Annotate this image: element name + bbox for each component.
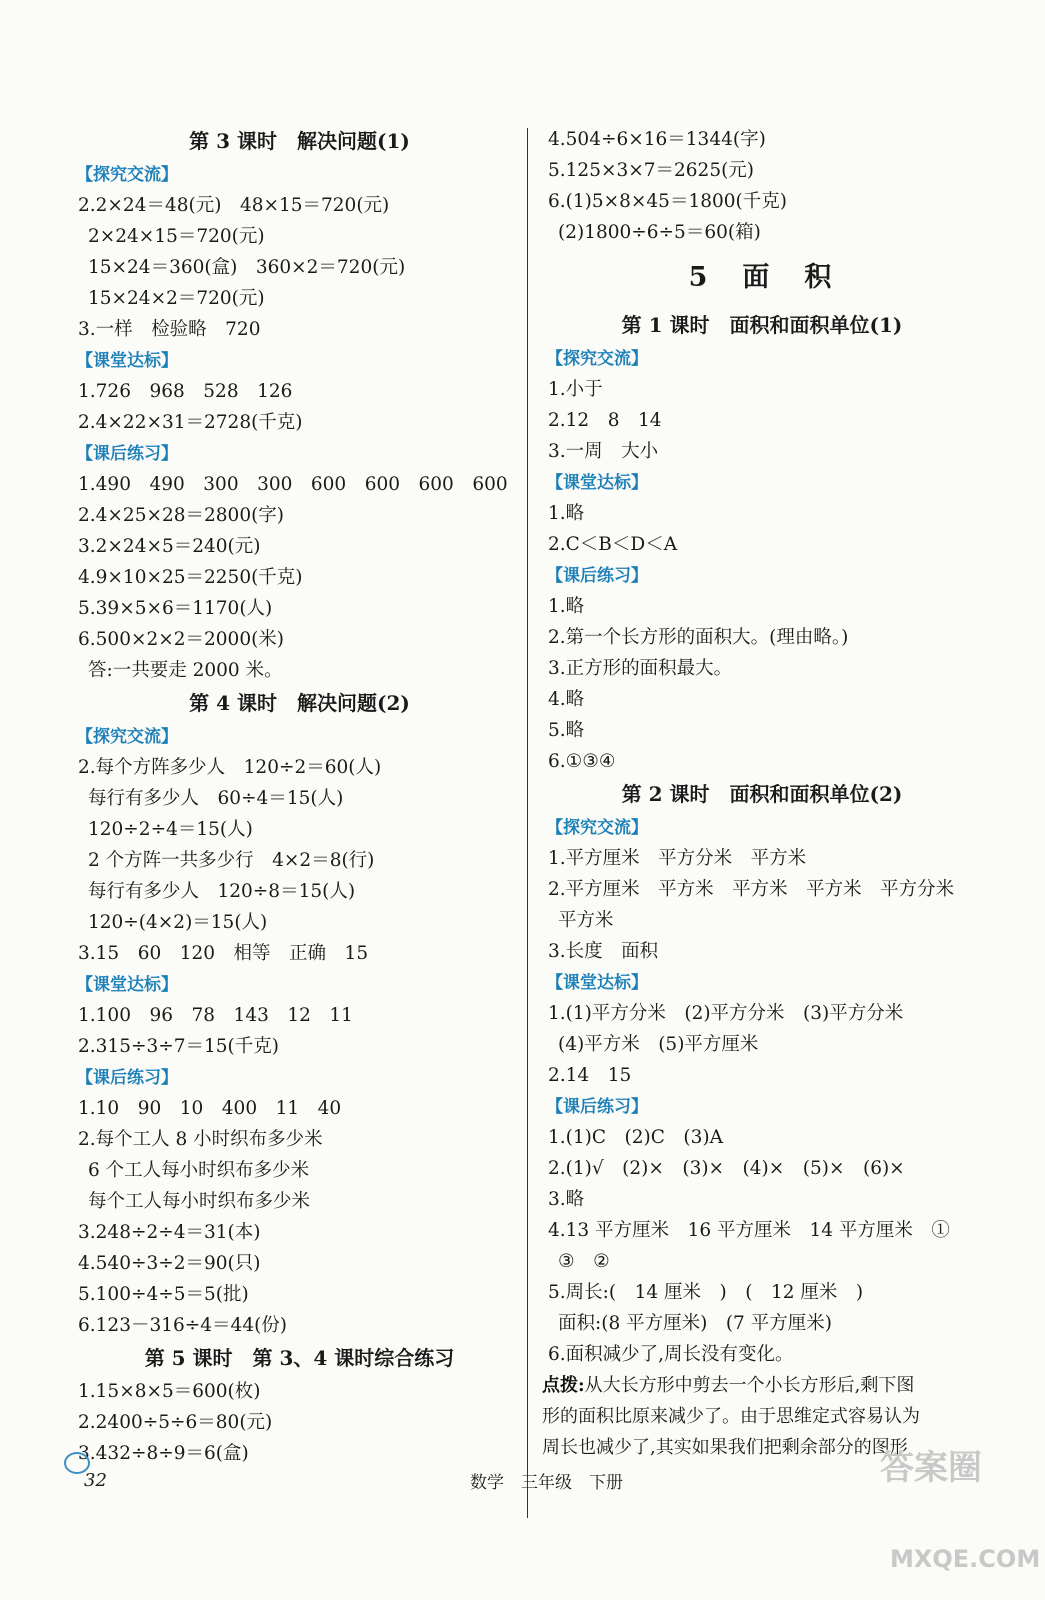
answer-line: 2.平方厘米 平方米 平方米 平方米 平方分米 xyxy=(548,879,955,900)
section-tag: 【探究交流】 xyxy=(76,165,178,185)
section-tag: 【课堂达标】 xyxy=(76,975,178,995)
section-tag-row xyxy=(542,967,982,998)
answer-line: 3.一样 检验略 720 xyxy=(78,319,261,340)
hint-line xyxy=(542,1370,982,1401)
lesson-heading: 第 3 课时 解决问题(1) xyxy=(189,129,410,153)
answer-line: 6.500×2×2＝2000(米) xyxy=(78,629,285,650)
answer-line: 6 个工人每小时织布多少米 xyxy=(88,1160,310,1181)
answer-line: 2.4×22×31＝2728(千克) xyxy=(78,412,303,433)
watermark-url: MXQE.COM xyxy=(890,1545,1041,1573)
answer-line: 1.(1)平方分米 (2)平方分米 (3)平方分米 xyxy=(548,1003,904,1024)
hint-text: 形的面积比原来减少了。由于思维定式容易认为 xyxy=(542,1406,920,1427)
answer-line: 6.123－316÷4＝44(份) xyxy=(78,1315,288,1336)
answer-line: 3.15 60 120 相等 正确 15 xyxy=(78,943,369,964)
answer-line: 1.726 968 528 126 xyxy=(78,381,293,402)
answer-line: 5.39×5×6＝1170(人) xyxy=(78,598,273,619)
answer-line: 4.13 平方厘米 16 平方厘米 14 平方厘米 ① xyxy=(548,1220,950,1241)
section-tag-row xyxy=(542,1091,982,1122)
answer-line: 3.正方形的面积最大。 xyxy=(548,658,733,679)
section-tag: 【课后练习】 xyxy=(76,1068,178,1088)
answer-line: 5.略 xyxy=(548,720,585,741)
answer-line: 1.小于 xyxy=(548,379,603,400)
answer-line: 3.248÷2÷4＝31(本) xyxy=(78,1222,261,1243)
section-tag: 【课后练习】 xyxy=(546,1097,648,1117)
answer-line: 3.长度 面积 xyxy=(548,941,659,962)
section-tag: 【课堂达标】 xyxy=(546,973,648,993)
section-tag-row xyxy=(72,159,527,190)
section-tag-row xyxy=(542,467,982,498)
answer-line: 1.100 96 78 143 12 11 xyxy=(78,1005,353,1026)
answer-line: 2.(1)√ (2)× (3)× (4)× (5)× (6)× xyxy=(548,1158,905,1179)
answer-line: 4.540÷3÷2＝90(只) xyxy=(78,1253,261,1274)
answer-line: 4.略 xyxy=(548,689,585,710)
answer-line: 答:一共要走 2000 米。 xyxy=(88,660,283,681)
hint-label: 点拨: xyxy=(542,1375,585,1396)
answer-line: 每个工人每小时织布多少米 xyxy=(88,1191,311,1212)
answer-line: 2.12 8 14 xyxy=(548,410,662,431)
answer-line: 2.每个方阵多少人 120÷2＝60(人) xyxy=(78,757,382,778)
answer-line: (4)平方米 (5)平方厘米 xyxy=(558,1034,759,1055)
answer-line: 3.略 xyxy=(548,1189,585,1210)
answer-line: 2.2×24＝48(元) 48×15＝720(元) xyxy=(78,195,390,216)
answer-line: 1.(1)C (2)C (3)A xyxy=(548,1127,723,1148)
section-tag-row xyxy=(542,343,982,374)
answer-line: 2.4×25×28＝2800(字) xyxy=(78,505,285,526)
answer-line: 3.2×24×5＝240(元) xyxy=(78,536,261,557)
answer-line: 2.C＜B＜D＜A xyxy=(548,534,678,555)
section-tag: 【课后练习】 xyxy=(546,566,648,586)
right-column xyxy=(542,124,982,1463)
chapter-title: 5 面 积 xyxy=(688,262,836,293)
answer-line: 5.100÷4÷5＝5(批) xyxy=(78,1284,249,1305)
footer-title: 数学 三年级 下册 xyxy=(470,1473,623,1493)
left-column xyxy=(72,124,527,1469)
lesson-heading: 第 4 课时 解决问题(2) xyxy=(189,691,410,715)
answer-line: 2.14 15 xyxy=(548,1065,632,1086)
hint-text: 从大长方形中剪去一个小长方形后,剩下图 xyxy=(584,1375,915,1396)
section-tag-row xyxy=(72,1062,527,1093)
watermark-logo: 答案圈 xyxy=(880,1448,982,1488)
section-tag: 【探究交流】 xyxy=(546,818,648,838)
answer-line: 2.第一个长方形的面积大。(理由略。) xyxy=(548,627,849,648)
answer-line: 1.15×8×5＝600(枚) xyxy=(78,1381,261,1402)
section-tag: 【探究交流】 xyxy=(546,349,648,369)
column-divider xyxy=(527,128,528,1518)
answer-line: 2×24×15＝720(元) xyxy=(88,226,265,247)
answer-line: 15×24×2＝720(元) xyxy=(88,288,265,309)
answer-line: 1.10 90 10 400 11 40 xyxy=(78,1098,342,1119)
answer-line: 4.9×10×25＝2250(千克) xyxy=(78,567,303,588)
section-tag-row xyxy=(542,560,982,591)
answer-line: 每行有多少人 60÷4＝15(人) xyxy=(88,788,344,809)
answer-line: 3.432÷8÷9＝6(盒) xyxy=(78,1443,249,1464)
section-tag: 【课堂达标】 xyxy=(76,351,178,371)
section-tag-row xyxy=(72,969,527,1000)
answer-line: (2)1800÷6÷5＝60(箱) xyxy=(558,222,761,243)
answer-line: 15×24＝360(盒) 360×2＝720(元) xyxy=(88,257,406,278)
answer-line: 6.面积减少了,周长没有变化。 xyxy=(548,1344,794,1365)
answer-line: 6.(1)5×8×45＝1800(千克) xyxy=(548,191,787,212)
section-tag: 【探究交流】 xyxy=(76,727,178,747)
lesson-heading: 第 1 课时 面积和面积单位(1) xyxy=(621,313,903,337)
section-tag-row xyxy=(72,345,527,376)
answer-line: 2.315÷3÷7＝15(千克) xyxy=(78,1036,279,1057)
hint-line xyxy=(542,1401,982,1432)
answer-line: 5.125×3×7＝2625(元) xyxy=(548,160,755,181)
lesson-heading: 第 2 课时 面积和面积单位(2) xyxy=(621,782,903,806)
answer-line: 平方米 xyxy=(558,910,614,931)
lesson-heading: 第 5 课时 第 3、4 课时综合练习 xyxy=(144,1346,455,1370)
answer-line: 4.504÷6×16＝1344(字) xyxy=(548,129,766,150)
answer-line: 120÷2÷4＝15(人) xyxy=(88,819,253,840)
section-tag-row xyxy=(72,438,527,469)
answer-line: 面积:(8 平方厘米) (7 平方厘米) xyxy=(558,1313,832,1334)
section-tag-row xyxy=(542,812,982,843)
hint-text: 周长也减少了,其实如果我们把剩余部分的图形 xyxy=(542,1437,908,1458)
section-tag: 【课堂达标】 xyxy=(546,473,648,493)
answer-line: 2 个方阵一共多少行 4×2＝8(行) xyxy=(88,850,375,871)
section-tag-row xyxy=(72,721,527,752)
answer-line: 6.①③④ xyxy=(548,751,616,772)
answer-line: 2.2400÷5÷6＝80(元) xyxy=(78,1412,273,1433)
answer-line: 5.周长:( 14 厘米 ) ( 12 厘米 ) xyxy=(548,1282,864,1303)
answer-line: 1.略 xyxy=(548,596,585,617)
answer-line: 3.一周 大小 xyxy=(548,441,659,462)
answer-line: 1.平方厘米 平方分米 平方米 xyxy=(548,848,807,869)
answer-line: 每行有多少人 120÷8＝15(人) xyxy=(88,881,356,902)
page-number: 32 xyxy=(84,1470,107,1491)
answer-line: ③ ② xyxy=(558,1251,610,1272)
answer-line: 1.略 xyxy=(548,503,585,524)
section-tag: 【课后练习】 xyxy=(76,444,178,464)
answer-line: 120÷(4×2)＝15(人) xyxy=(88,912,268,933)
answer-line: 2.每个工人 8 小时织布多少米 xyxy=(78,1129,323,1150)
answer-line: 1.490 490 300 300 600 600 600 600 xyxy=(78,474,508,495)
